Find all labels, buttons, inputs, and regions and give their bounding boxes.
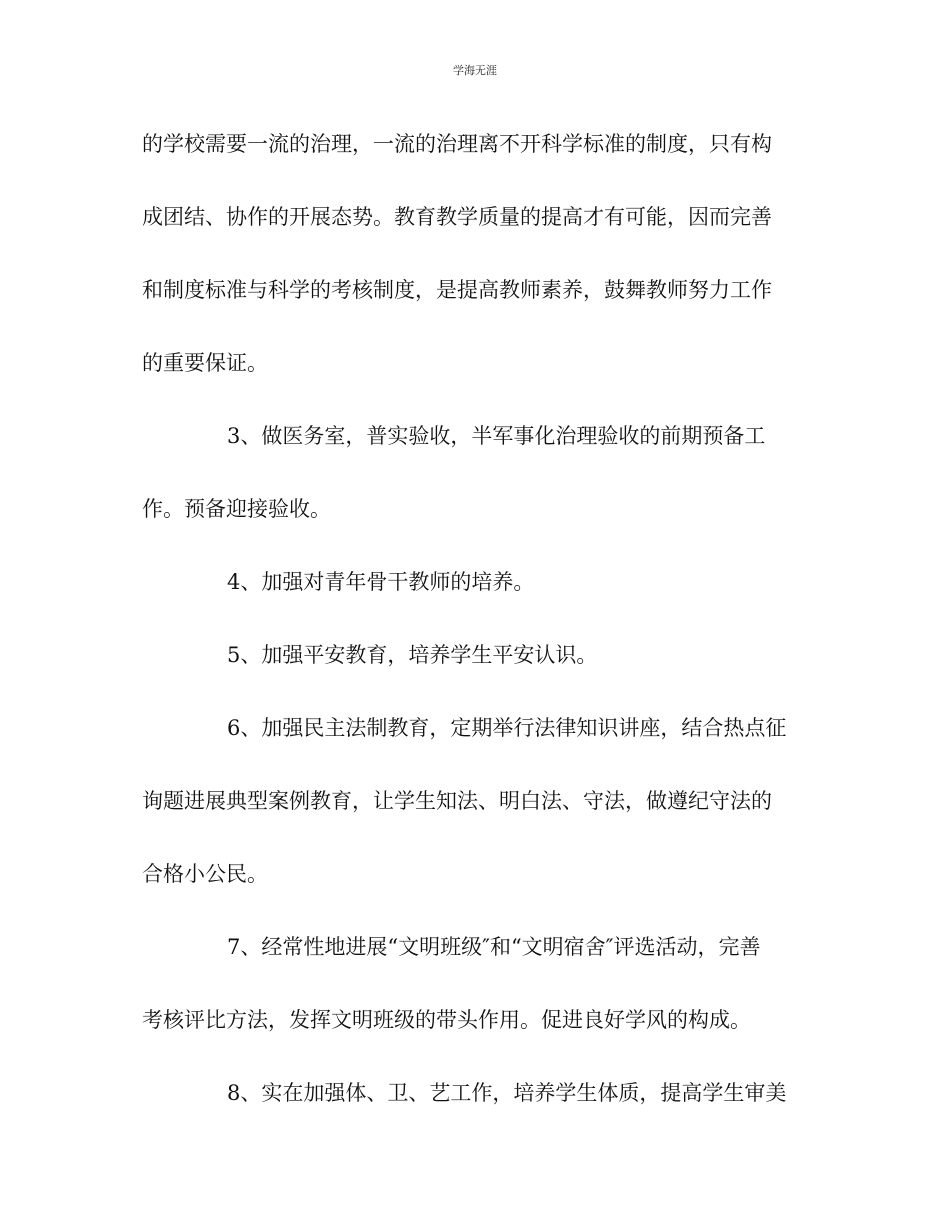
text-line-6: 作。预备迎接验收。 (142, 497, 331, 521)
text-line-8: 5、加强平安教育，培养学生平安认识。 (227, 643, 598, 667)
text-line-7: 4、加强对青年骨干教师的培养。 (227, 570, 535, 594)
text-line-9: 6、加强民主法制教育，定期举行法律知识讲座，结合热点征 (227, 716, 787, 740)
text-line-14: 8、实在加强体、卫、艺工作，培养学生体质，提高学生审美 (227, 1081, 787, 1105)
text-line-11: 合格小公民。 (142, 862, 268, 886)
text-line-2: 成团结、协作的开展态势。教育教学质量的提高才有可能，因而完善 (142, 205, 772, 229)
text-line-10: 询题进展典型案例教育，让学生知法、明白法、守法，做遵纪守法的 (142, 789, 772, 813)
text-line-5: 3、做医务室，普实验收，半军事化治理验收的前期预备工 (227, 424, 766, 448)
text-line-3: 和制度标准与科学的考核制度，是提高教师素养，鼓舞教师努力工作 (142, 278, 772, 302)
text-line-4: 的重要保证。 (142, 351, 268, 375)
text-line-12: 7、经常性地进展“文明班级″和“文明宿舍″评选活动，完善 (227, 935, 761, 959)
page-header: 学海无涯 (453, 64, 497, 77)
text-line-13: 考核评比方法，发挥文明班级的带头作用。促进良好学风的构成。 (142, 1008, 751, 1032)
text-line-1: 的学校需要一流的治理，一流的治理离不开科学标准的制度，只有构 (142, 132, 772, 156)
